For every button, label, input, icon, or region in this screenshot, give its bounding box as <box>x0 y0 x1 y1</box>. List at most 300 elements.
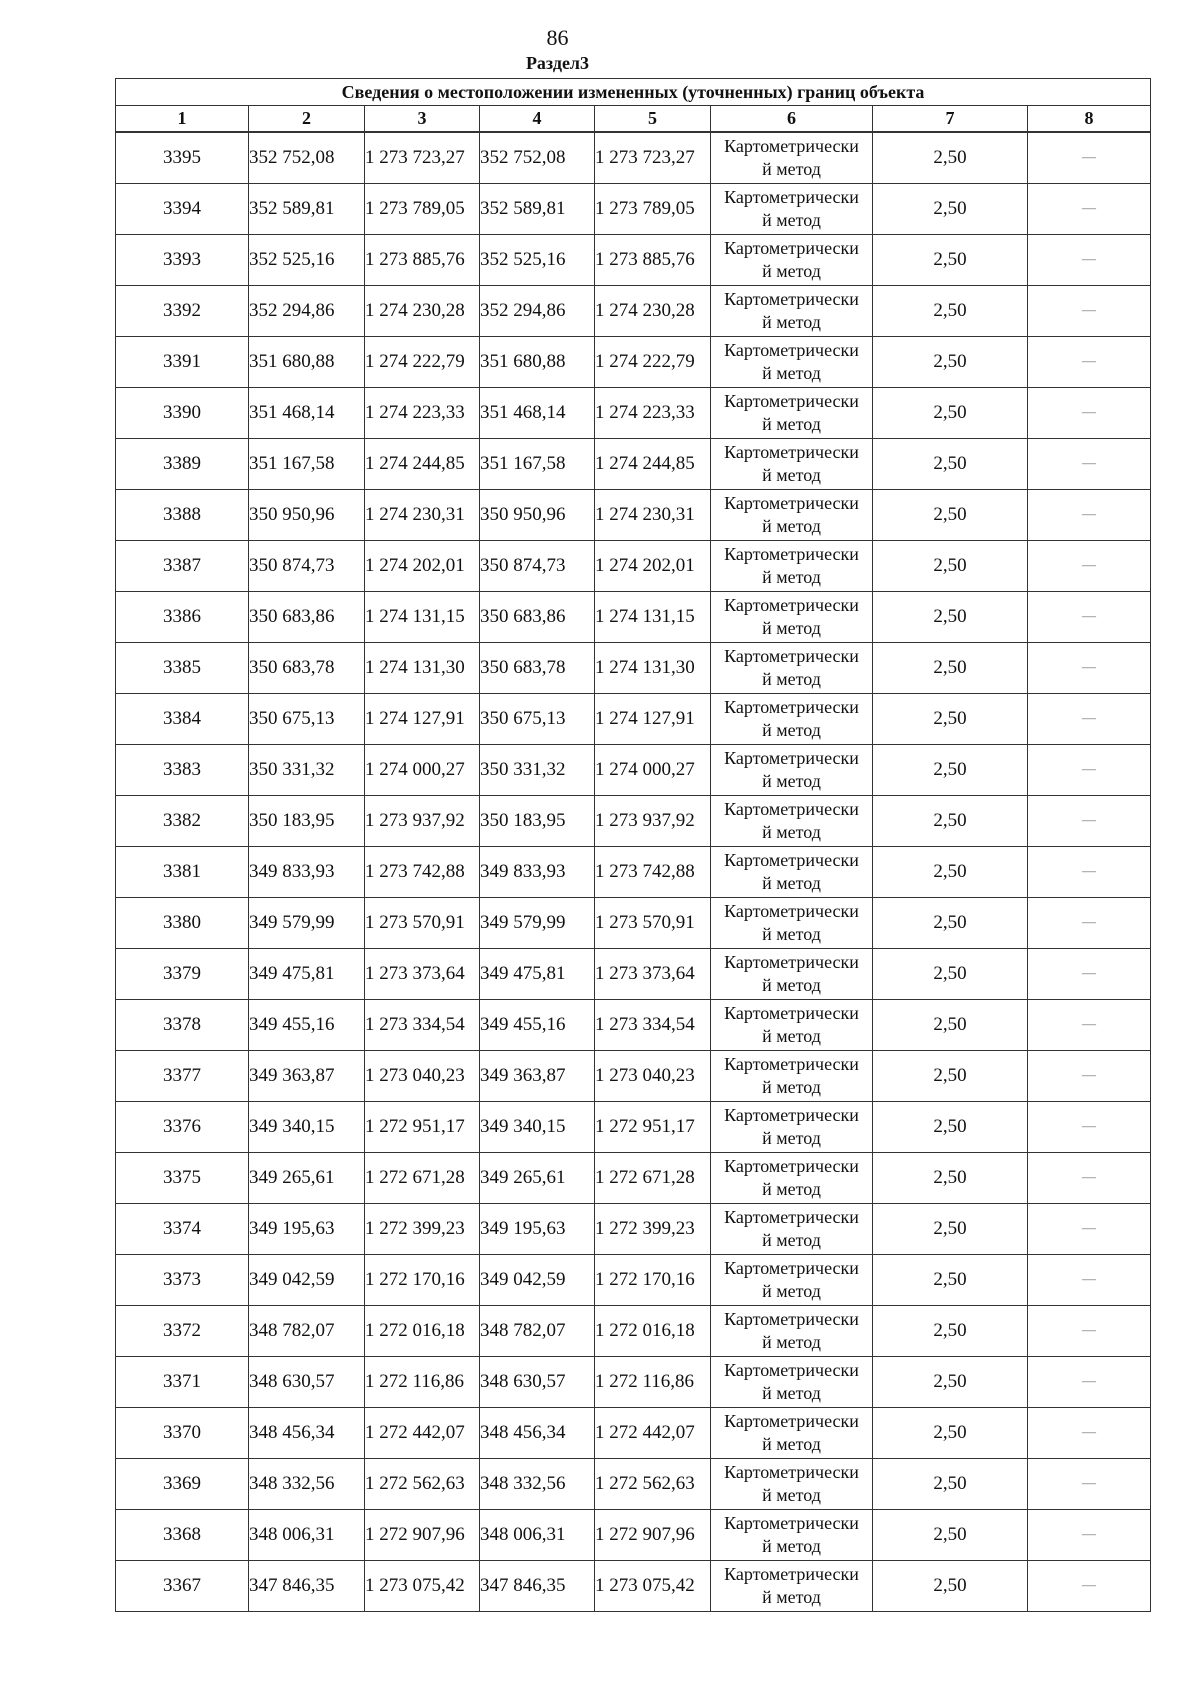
method-line-2: й метод <box>762 1281 821 1301</box>
point-number: 3376 <box>116 1102 249 1153</box>
method-line-2: й метод <box>762 567 821 587</box>
method-cell <box>711 184 873 235</box>
coord-y-updated: 1 274 222,79 <box>595 337 711 388</box>
note-cell: — <box>1028 1561 1151 1612</box>
table-row <box>116 1153 1151 1204</box>
note-cell: — <box>1028 796 1151 847</box>
accuracy-cell: 2,50 <box>873 1000 1028 1051</box>
coord-x-updated: 349 042,59 <box>480 1255 595 1306</box>
method-cell <box>711 1357 873 1408</box>
coord-y-existing: 1 273 723,27 <box>365 132 480 184</box>
coord-y-existing: 1 272 116,86 <box>365 1357 480 1408</box>
method-line-1: Картометрически <box>724 1360 859 1380</box>
note-cell: — <box>1028 1255 1151 1306</box>
coord-x-updated: 350 183,95 <box>480 796 595 847</box>
coord-y-existing: 1 273 075,42 <box>365 1561 480 1612</box>
column-header: 2 <box>249 106 365 133</box>
column-header: 3 <box>365 106 480 133</box>
coord-y-updated: 1 273 373,64 <box>595 949 711 1000</box>
coord-x-updated: 349 265,61 <box>480 1153 595 1204</box>
method-cell <box>711 1255 873 1306</box>
coord-y-existing: 1 273 040,23 <box>365 1051 480 1102</box>
coord-x-existing: 350 950,96 <box>249 490 365 541</box>
table-row <box>116 541 1151 592</box>
table-row <box>116 388 1151 439</box>
point-number: 3385 <box>116 643 249 694</box>
point-number: 3374 <box>116 1204 249 1255</box>
coord-y-existing: 1 272 016,18 <box>365 1306 480 1357</box>
accuracy-cell: 2,50 <box>873 1102 1028 1153</box>
table-row <box>116 949 1151 1000</box>
method-cell <box>711 541 873 592</box>
method-line-2: й метод <box>762 1026 821 1046</box>
coord-x-updated: 351 680,88 <box>480 337 595 388</box>
table-caption-row <box>116 79 1151 106</box>
point-number: 3394 <box>116 184 249 235</box>
accuracy-cell: 2,50 <box>873 1204 1028 1255</box>
note-cell: — <box>1028 949 1151 1000</box>
accuracy-cell: 2,50 <box>873 1408 1028 1459</box>
coord-x-existing: 350 331,32 <box>249 745 365 796</box>
method-line-2: й метод <box>762 312 821 332</box>
coord-x-updated: 352 525,16 <box>480 235 595 286</box>
method-cell <box>711 1153 873 1204</box>
method-line-2: й метод <box>762 516 821 536</box>
coord-y-existing: 1 274 223,33 <box>365 388 480 439</box>
method-line-2: й метод <box>762 975 821 995</box>
point-number: 3372 <box>116 1306 249 1357</box>
coord-x-existing: 349 042,59 <box>249 1255 365 1306</box>
table-row <box>116 592 1151 643</box>
method-line-1: Картометрически <box>724 1258 859 1278</box>
method-cell <box>711 898 873 949</box>
coord-x-existing: 348 332,56 <box>249 1459 365 1510</box>
table-row <box>116 235 1151 286</box>
method-cell <box>711 1459 873 1510</box>
method-line-2: й метод <box>762 1434 821 1454</box>
method-cell <box>711 1306 873 1357</box>
coord-x-existing: 347 846,35 <box>249 1561 365 1612</box>
accuracy-cell: 2,50 <box>873 1510 1028 1561</box>
method-cell <box>711 847 873 898</box>
method-cell <box>711 1051 873 1102</box>
coord-x-existing: 350 683,86 <box>249 592 365 643</box>
coord-y-existing: 1 272 671,28 <box>365 1153 480 1204</box>
coord-y-existing: 1 274 000,27 <box>365 745 480 796</box>
coord-x-existing: 351 680,88 <box>249 337 365 388</box>
coord-y-updated: 1 274 223,33 <box>595 388 711 439</box>
coord-x-existing: 349 363,87 <box>249 1051 365 1102</box>
column-header-row <box>116 106 1151 133</box>
method-cell <box>711 745 873 796</box>
coord-y-existing: 1 274 127,91 <box>365 694 480 745</box>
method-cell <box>711 796 873 847</box>
method-cell <box>711 949 873 1000</box>
method-line-1: Картометрически <box>724 850 859 870</box>
point-number: 3369 <box>116 1459 249 1510</box>
coord-x-existing: 349 195,63 <box>249 1204 365 1255</box>
method-cell <box>711 439 873 490</box>
table-row <box>116 184 1151 235</box>
coord-y-existing: 1 274 244,85 <box>365 439 480 490</box>
method-line-1: Картометрически <box>724 1156 859 1176</box>
coord-x-existing: 348 006,31 <box>249 1510 365 1561</box>
method-cell <box>711 1408 873 1459</box>
accuracy-cell: 2,50 <box>873 1051 1028 1102</box>
accuracy-cell: 2,50 <box>873 1357 1028 1408</box>
point-number: 3380 <box>116 898 249 949</box>
coord-y-existing: 1 274 202,01 <box>365 541 480 592</box>
accuracy-cell: 2,50 <box>873 1153 1028 1204</box>
method-line-1: Картометрически <box>724 136 859 156</box>
coord-y-updated: 1 273 789,05 <box>595 184 711 235</box>
note-cell: — <box>1028 439 1151 490</box>
table-body <box>116 132 1151 1612</box>
point-number: 3387 <box>116 541 249 592</box>
coord-y-updated: 1 272 170,16 <box>595 1255 711 1306</box>
method-line-1: Картометрически <box>724 187 859 207</box>
coord-x-existing: 350 183,95 <box>249 796 365 847</box>
point-number: 3378 <box>116 1000 249 1051</box>
method-cell <box>711 1561 873 1612</box>
accuracy-cell: 2,50 <box>873 439 1028 490</box>
coord-y-updated: 1 272 951,17 <box>595 1102 711 1153</box>
method-line-2: й метод <box>762 924 821 944</box>
method-line-2: й метод <box>762 414 821 434</box>
coord-x-updated: 349 579,99 <box>480 898 595 949</box>
note-cell: — <box>1028 184 1151 235</box>
coord-x-updated: 351 468,14 <box>480 388 595 439</box>
method-cell <box>711 286 873 337</box>
note-cell: — <box>1028 337 1151 388</box>
method-cell <box>711 592 873 643</box>
table-row <box>116 898 1151 949</box>
coord-x-updated: 349 833,93 <box>480 847 595 898</box>
coord-x-existing: 352 294,86 <box>249 286 365 337</box>
coord-x-existing: 349 579,99 <box>249 898 365 949</box>
coord-x-updated: 352 589,81 <box>480 184 595 235</box>
table-row <box>116 1204 1151 1255</box>
coord-y-existing: 1 273 570,91 <box>365 898 480 949</box>
method-line-1: Картометрически <box>724 1564 859 1584</box>
table-row <box>116 847 1151 898</box>
point-number: 3370 <box>116 1408 249 1459</box>
coord-y-existing: 1 274 230,28 <box>365 286 480 337</box>
method-cell <box>711 235 873 286</box>
method-line-1: Картометрически <box>724 1003 859 1023</box>
coord-y-updated: 1 274 202,01 <box>595 541 711 592</box>
accuracy-cell: 2,50 <box>873 541 1028 592</box>
accuracy-cell: 2,50 <box>873 949 1028 1000</box>
accuracy-cell: 2,50 <box>873 847 1028 898</box>
coord-x-existing: 350 675,13 <box>249 694 365 745</box>
coord-x-updated: 348 006,31 <box>480 1510 595 1561</box>
column-header: 4 <box>480 106 595 133</box>
coord-y-updated: 1 273 075,42 <box>595 1561 711 1612</box>
method-line-1: Картометрически <box>724 391 859 411</box>
coord-y-updated: 1 273 742,88 <box>595 847 711 898</box>
coord-x-updated: 348 630,57 <box>480 1357 595 1408</box>
coord-x-existing: 352 589,81 <box>249 184 365 235</box>
note-cell: — <box>1028 132 1151 184</box>
note-cell: — <box>1028 1306 1151 1357</box>
coord-y-updated: 1 274 131,30 <box>595 643 711 694</box>
coordinates-table <box>115 78 1151 1612</box>
coord-y-existing: 1 272 562,63 <box>365 1459 480 1510</box>
note-cell: — <box>1028 1102 1151 1153</box>
coord-x-updated: 350 683,78 <box>480 643 595 694</box>
accuracy-cell: 2,50 <box>873 745 1028 796</box>
method-line-2: й метод <box>762 669 821 689</box>
point-number: 3391 <box>116 337 249 388</box>
coord-y-updated: 1 273 937,92 <box>595 796 711 847</box>
method-line-1: Картометрически <box>724 901 859 921</box>
coord-x-updated: 352 294,86 <box>480 286 595 337</box>
table-row <box>116 643 1151 694</box>
coord-y-updated: 1 274 230,31 <box>595 490 711 541</box>
coord-x-existing: 351 167,58 <box>249 439 365 490</box>
coord-x-existing: 350 874,73 <box>249 541 365 592</box>
note-cell: — <box>1028 1357 1151 1408</box>
point-number: 3384 <box>116 694 249 745</box>
coord-x-updated: 348 332,56 <box>480 1459 595 1510</box>
method-line-1: Картометрически <box>724 799 859 819</box>
coord-x-existing: 351 468,14 <box>249 388 365 439</box>
accuracy-cell: 2,50 <box>873 694 1028 745</box>
coord-y-updated: 1 273 040,23 <box>595 1051 711 1102</box>
point-number: 3386 <box>116 592 249 643</box>
coord-y-existing: 1 274 131,30 <box>365 643 480 694</box>
table-row <box>116 132 1151 184</box>
method-line-1: Картометрически <box>724 289 859 309</box>
coord-y-existing: 1 272 399,23 <box>365 1204 480 1255</box>
method-line-1: Картометрически <box>724 1054 859 1074</box>
coord-x-updated: 349 340,15 <box>480 1102 595 1153</box>
table-row <box>116 337 1151 388</box>
method-cell <box>711 694 873 745</box>
coord-x-existing: 348 782,07 <box>249 1306 365 1357</box>
point-number: 3377 <box>116 1051 249 1102</box>
method-line-1: Картометрически <box>724 748 859 768</box>
method-line-1: Картометрически <box>724 1513 859 1533</box>
point-number: 3368 <box>116 1510 249 1561</box>
accuracy-cell: 2,50 <box>873 388 1028 439</box>
table-row <box>116 1051 1151 1102</box>
coord-y-updated: 1 273 334,54 <box>595 1000 711 1051</box>
accuracy-cell: 2,50 <box>873 286 1028 337</box>
method-line-2: й метод <box>762 1536 821 1556</box>
coord-x-updated: 350 874,73 <box>480 541 595 592</box>
method-line-1: Картометрически <box>724 442 859 462</box>
point-number: 3367 <box>116 1561 249 1612</box>
accuracy-cell: 2,50 <box>873 898 1028 949</box>
coord-x-updated: 348 782,07 <box>480 1306 595 1357</box>
method-cell <box>711 1000 873 1051</box>
note-cell: — <box>1028 1204 1151 1255</box>
method-cell <box>711 388 873 439</box>
coord-y-existing: 1 273 742,88 <box>365 847 480 898</box>
point-number: 3389 <box>116 439 249 490</box>
note-cell: — <box>1028 694 1151 745</box>
coord-y-updated: 1 272 562,63 <box>595 1459 711 1510</box>
coord-y-updated: 1 273 570,91 <box>595 898 711 949</box>
page-number: 86 <box>546 25 569 50</box>
coord-y-existing: 1 274 230,31 <box>365 490 480 541</box>
note-cell: — <box>1028 643 1151 694</box>
method-line-1: Картометрически <box>724 595 859 615</box>
method-line-2: й метод <box>762 771 821 791</box>
method-line-1: Картометрически <box>724 544 859 564</box>
coord-x-updated: 350 675,13 <box>480 694 595 745</box>
coord-x-existing: 348 456,34 <box>249 1408 365 1459</box>
note-cell: — <box>1028 898 1151 949</box>
method-line-2: й метод <box>762 261 821 281</box>
point-number: 3393 <box>116 235 249 286</box>
note-cell: — <box>1028 388 1151 439</box>
method-line-1: Картометрически <box>724 1462 859 1482</box>
coord-y-existing: 1 274 131,15 <box>365 592 480 643</box>
coord-x-existing: 349 265,61 <box>249 1153 365 1204</box>
table-row <box>116 286 1151 337</box>
coord-x-updated: 349 475,81 <box>480 949 595 1000</box>
section-title: Раздел3 <box>525 53 590 73</box>
accuracy-cell: 2,50 <box>873 184 1028 235</box>
accuracy-cell: 2,50 <box>873 1561 1028 1612</box>
coord-y-updated: 1 274 131,15 <box>595 592 711 643</box>
coord-y-existing: 1 272 951,17 <box>365 1102 480 1153</box>
note-cell: — <box>1028 1000 1151 1051</box>
coord-y-existing: 1 273 373,64 <box>365 949 480 1000</box>
coord-x-existing: 349 340,15 <box>249 1102 365 1153</box>
table-row <box>116 1510 1151 1561</box>
point-number: 3379 <box>116 949 249 1000</box>
coord-x-existing: 349 833,93 <box>249 847 365 898</box>
method-line-2: й метод <box>762 1179 821 1199</box>
method-cell <box>711 643 873 694</box>
method-line-2: й метод <box>762 1587 821 1607</box>
coord-x-updated: 349 195,63 <box>480 1204 595 1255</box>
column-header: 8 <box>1028 106 1151 133</box>
note-cell: — <box>1028 541 1151 592</box>
point-number: 3371 <box>116 1357 249 1408</box>
coord-y-updated: 1 272 671,28 <box>595 1153 711 1204</box>
column-header: 7 <box>873 106 1028 133</box>
method-line-2: й метод <box>762 873 821 893</box>
accuracy-cell: 2,50 <box>873 1306 1028 1357</box>
point-number: 3390 <box>116 388 249 439</box>
coord-x-updated: 350 331,32 <box>480 745 595 796</box>
method-line-1: Картометрически <box>724 340 859 360</box>
note-cell: — <box>1028 490 1151 541</box>
method-line-1: Картометрически <box>724 952 859 972</box>
method-cell <box>711 337 873 388</box>
accuracy-cell: 2,50 <box>873 235 1028 286</box>
point-number: 3395 <box>116 132 249 184</box>
method-line-1: Картометрически <box>724 697 859 717</box>
coord-y-updated: 1 274 127,91 <box>595 694 711 745</box>
method-line-2: й метод <box>762 1332 821 1352</box>
method-line-1: Картометрически <box>724 646 859 666</box>
coord-y-updated: 1 272 116,86 <box>595 1357 711 1408</box>
accuracy-cell: 2,50 <box>873 490 1028 541</box>
note-cell: — <box>1028 1459 1151 1510</box>
method-line-1: Картометрически <box>724 1309 859 1329</box>
method-line-2: й метод <box>762 1128 821 1148</box>
coord-x-updated: 349 363,87 <box>480 1051 595 1102</box>
coord-x-existing: 349 475,81 <box>249 949 365 1000</box>
method-line-2: й метод <box>762 465 821 485</box>
coord-y-existing: 1 273 789,05 <box>365 184 480 235</box>
method-cell <box>711 132 873 184</box>
note-cell: — <box>1028 1153 1151 1204</box>
coord-y-existing: 1 273 885,76 <box>365 235 480 286</box>
method-line-1: Картометрически <box>724 1411 859 1431</box>
note-cell: — <box>1028 286 1151 337</box>
method-line-2: й метод <box>762 822 821 842</box>
table-row <box>116 745 1151 796</box>
note-cell: — <box>1028 1051 1151 1102</box>
method-line-2: й метод <box>762 1485 821 1505</box>
coord-x-existing: 352 525,16 <box>249 235 365 286</box>
table-caption: Сведения о местоположении измененных (уточненных) границ объекта <box>116 79 1151 106</box>
accuracy-cell: 2,50 <box>873 1255 1028 1306</box>
point-number: 3392 <box>116 286 249 337</box>
coord-x-updated: 350 683,86 <box>480 592 595 643</box>
note-cell: — <box>1028 1510 1151 1561</box>
column-header: 5 <box>595 106 711 133</box>
coord-y-updated: 1 272 016,18 <box>595 1306 711 1357</box>
point-number: 3388 <box>116 490 249 541</box>
accuracy-cell: 2,50 <box>873 592 1028 643</box>
coord-y-updated: 1 273 885,76 <box>595 235 711 286</box>
method-line-2: й метод <box>762 618 821 638</box>
accuracy-cell: 2,50 <box>873 132 1028 184</box>
coord-y-updated: 1 272 442,07 <box>595 1408 711 1459</box>
coord-x-updated: 349 455,16 <box>480 1000 595 1051</box>
coord-x-existing: 352 752,08 <box>249 132 365 184</box>
note-cell: — <box>1028 745 1151 796</box>
point-number: 3382 <box>116 796 249 847</box>
method-line-2: й метод <box>762 159 821 179</box>
table-row <box>116 1102 1151 1153</box>
table-row <box>116 1408 1151 1459</box>
method-line-2: й метод <box>762 1077 821 1097</box>
note-cell: — <box>1028 1408 1151 1459</box>
point-number: 3383 <box>116 745 249 796</box>
point-number: 3381 <box>116 847 249 898</box>
point-number: 3375 <box>116 1153 249 1204</box>
table-row <box>116 1357 1151 1408</box>
coord-x-updated: 347 846,35 <box>480 1561 595 1612</box>
coord-x-updated: 350 950,96 <box>480 490 595 541</box>
accuracy-cell: 2,50 <box>873 643 1028 694</box>
coord-y-updated: 1 274 230,28 <box>595 286 711 337</box>
method-line-1: Картометрически <box>724 1207 859 1227</box>
table-row <box>116 1459 1151 1510</box>
coord-x-existing: 349 455,16 <box>249 1000 365 1051</box>
method-line-1: Картометрически <box>724 238 859 258</box>
note-cell: — <box>1028 235 1151 286</box>
method-cell <box>711 1204 873 1255</box>
coord-x-updated: 352 752,08 <box>480 132 595 184</box>
accuracy-cell: 2,50 <box>873 337 1028 388</box>
method-cell <box>711 1102 873 1153</box>
coord-y-existing: 1 274 222,79 <box>365 337 480 388</box>
coord-y-updated: 1 274 244,85 <box>595 439 711 490</box>
accuracy-cell: 2,50 <box>873 796 1028 847</box>
coord-x-updated: 351 167,58 <box>480 439 595 490</box>
coord-y-existing: 1 273 334,54 <box>365 1000 480 1051</box>
